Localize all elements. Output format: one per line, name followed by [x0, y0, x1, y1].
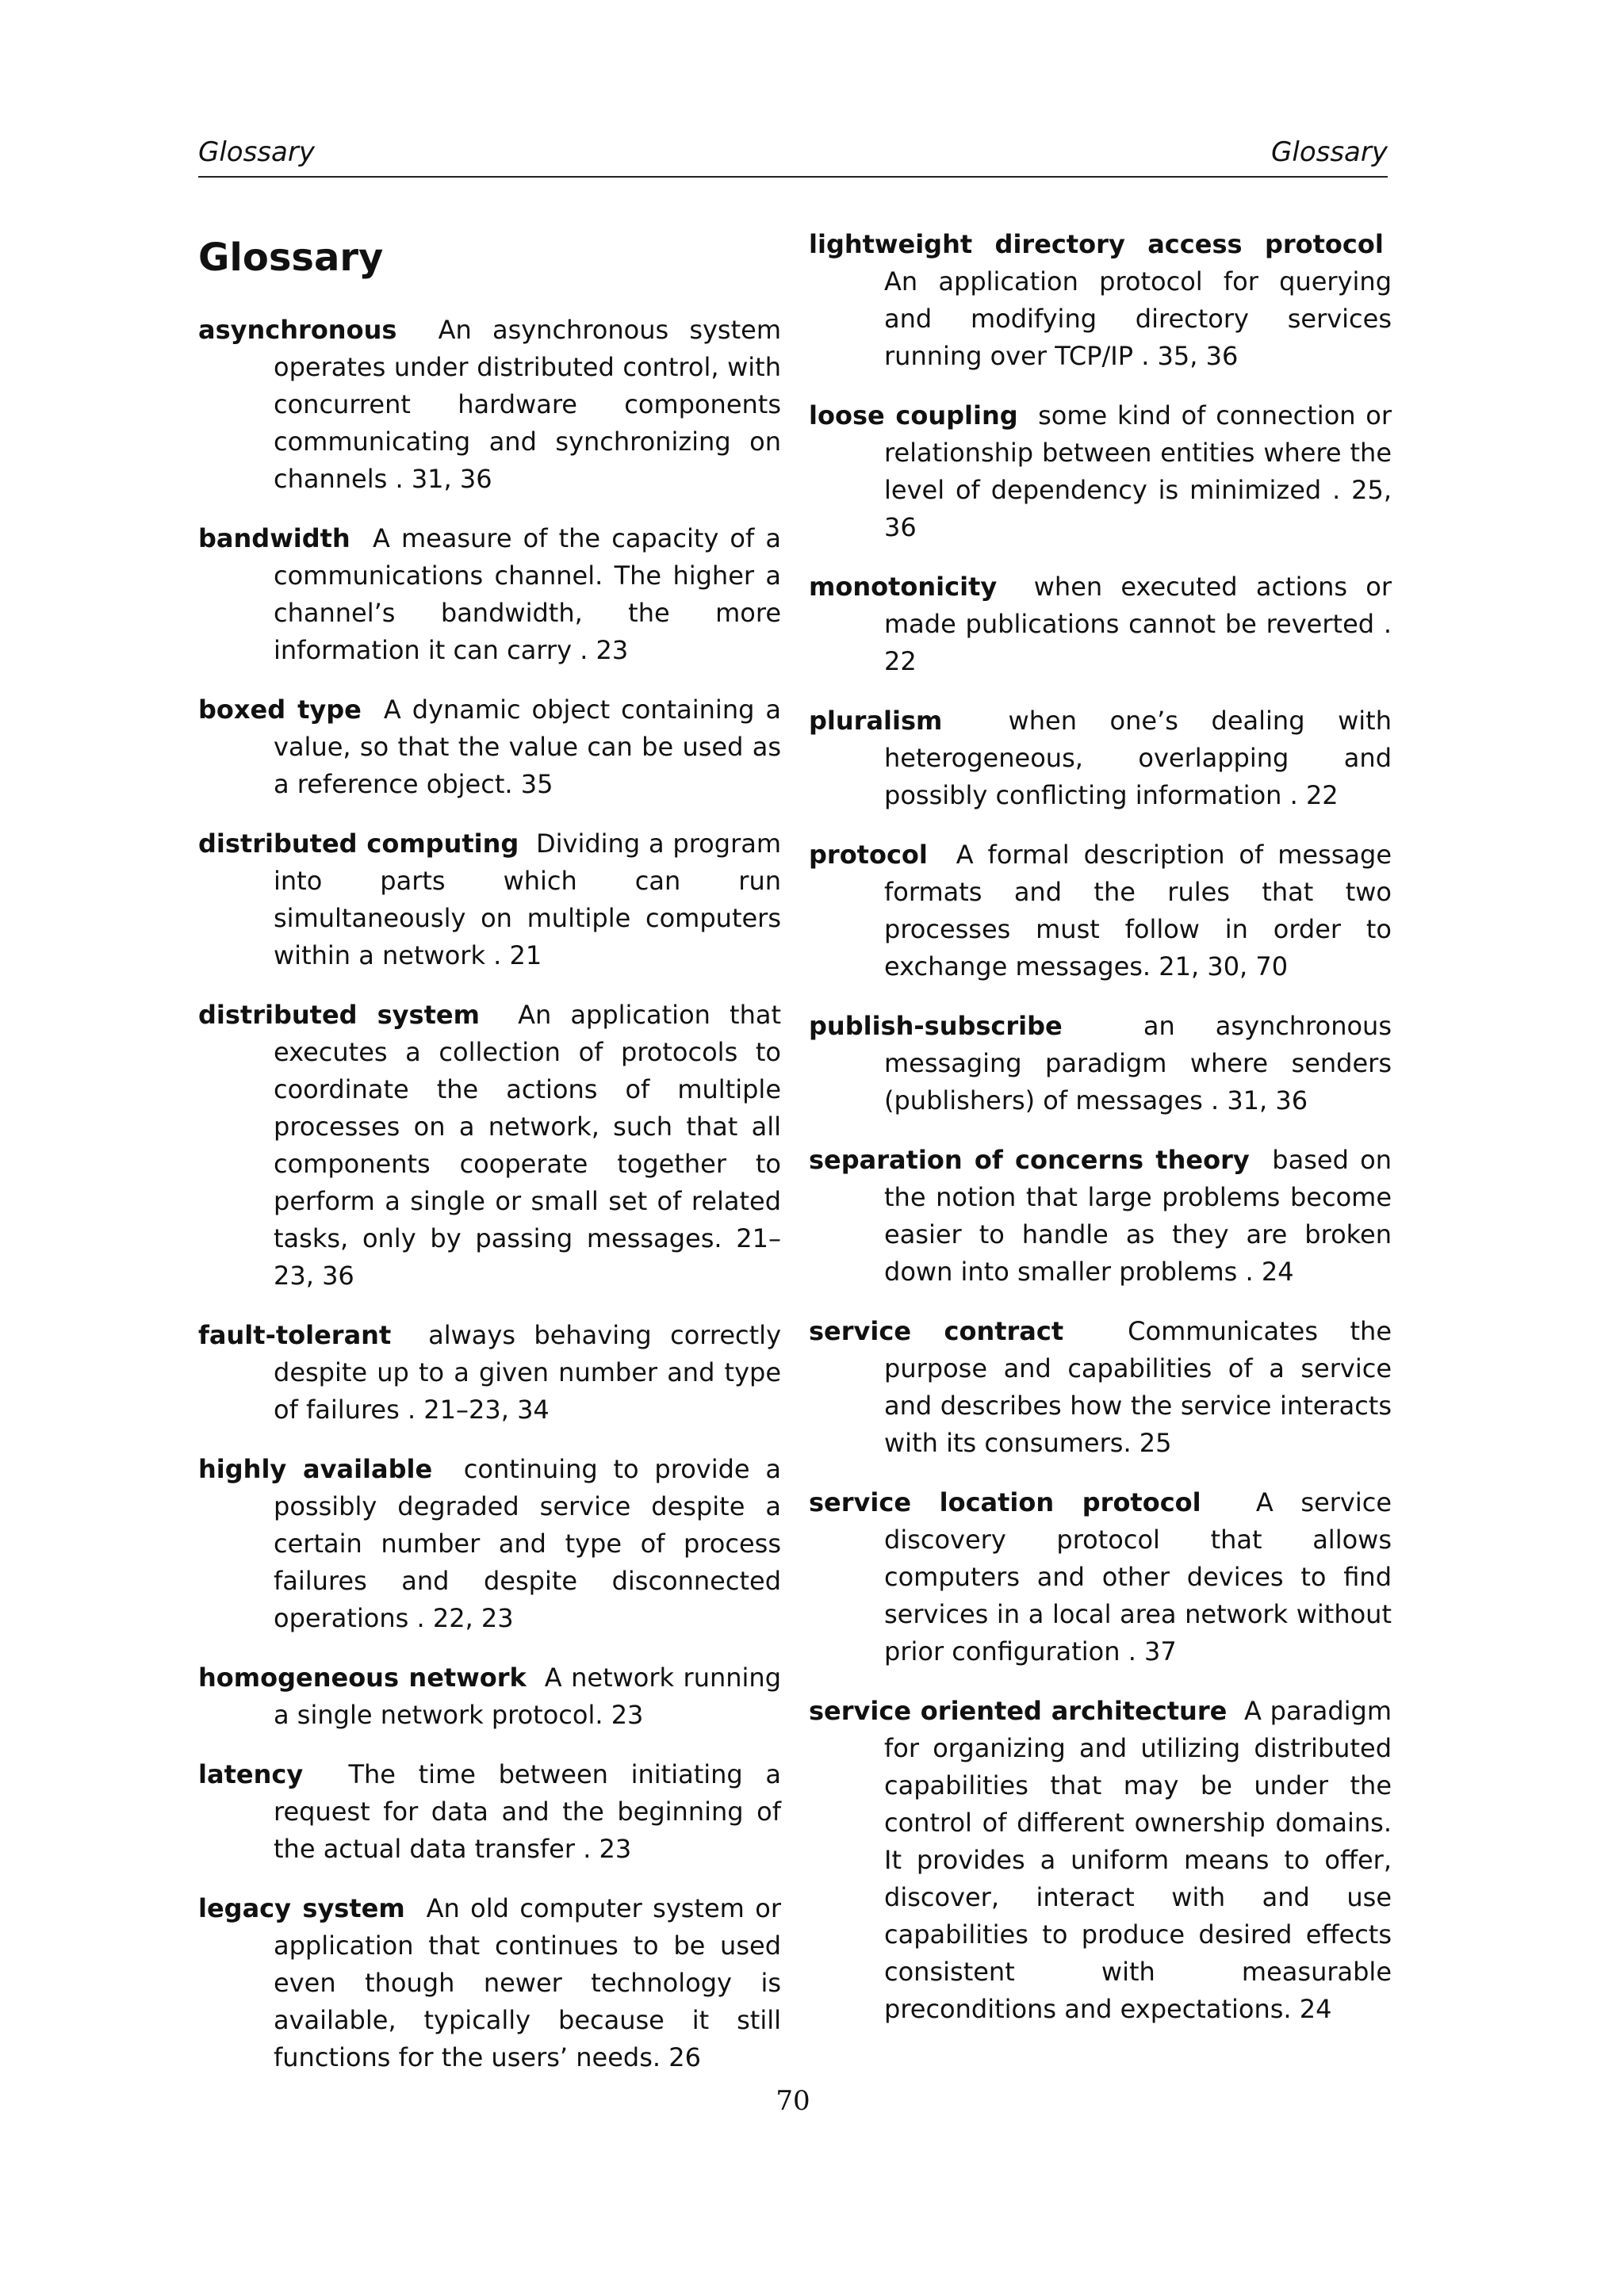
- glossary-entry: [198, 1451, 781, 1637]
- glossary-entry: [809, 1693, 1392, 2028]
- glossary-definition: An application that executes a collection of protocols to coordinate the actions of multiple processes on a network, such that all components cooperate together to perform a single or small set of related tasks, only by passing messages. 21–23, 36: [274, 1000, 782, 1291]
- glossary-definition: an asynchronous messaging paradigm where senders (publishers) of messages . 31, 36: [884, 1011, 1392, 1115]
- running-header-left: Glossary: [198, 136, 315, 168]
- glossary-term: homogeneous network: [198, 1663, 527, 1693]
- running-header: [198, 136, 1388, 178]
- glossary-definition: A paradigm for organizing and utilizing distributed capabilities that may be under the control of different ownership domains. It provides a uniform means to offer, discover, interact with and use capabilities to produce desired effects consistent with measurable preconditions and expectations. 24: [884, 1696, 1392, 2024]
- glossary-term: loose coupling: [809, 400, 1018, 430]
- glossary-term: highly available: [198, 1454, 433, 1484]
- document-page: [198, 0, 1404, 2296]
- glossary-definition: A network running a single network protocol. 23: [274, 1663, 782, 1730]
- glossary-term: fault-tolerant: [198, 1320, 392, 1350]
- glossary-definition: Communicates the purpose and capabilities of a service and describes how the service interacts with its consumers. 25: [884, 1316, 1392, 1458]
- glossary-term: pluralism: [809, 706, 943, 736]
- glossary-definition: some kind of connection or relationship between entities where the level of dependency is minimized . 25, 36: [884, 400, 1392, 542]
- glossary-definition: An old computer system or application that continues to be used even though newer technology is available, typically because it still functions for the users’ needs. 26: [274, 1893, 782, 2072]
- glossary-term: service oriented architecture: [809, 1696, 1228, 1726]
- running-header-right: Glossary: [1271, 136, 1388, 168]
- glossary-entry: [198, 312, 781, 498]
- glossary-definition: A dynamic object containing a value, so that the value can be used as a reference object. 35: [274, 695, 782, 799]
- glossary-definition: A formal description of message formats and the rules that two processes must follow in order to exchange messages. 21, 30, 70: [884, 840, 1392, 982]
- glossary-definition: A service discovery protocol that allows computers and other devices to find services in a local area network without prior configuration . 37: [884, 1487, 1392, 1667]
- glossary-definition: when one’s dealing with heterogeneous, overlapping and possibly conflicting information . 22: [884, 706, 1392, 810]
- glossary-entry: [809, 1484, 1392, 1670]
- glossary-definition: when executed actions or made publications cannot be reverted . 22: [884, 572, 1392, 676]
- glossary-term: monotonicity: [809, 572, 998, 602]
- glossary-column-right: [809, 226, 1392, 2050]
- glossary-entry: [809, 1313, 1392, 1462]
- glossary-definition: always behaving correctly despite up to a given number and type of failures . 21–23, 34: [274, 1320, 782, 1425]
- glossary-entry: [198, 1756, 781, 1868]
- glossary-entry: [198, 520, 781, 669]
- glossary-definition: The time between initiating a request for data and the beginning of the actual data transfer . 23: [274, 1759, 781, 1864]
- glossary-entry: [198, 997, 781, 1295]
- glossary-entry: [809, 397, 1392, 546]
- glossary-term: distributed computing: [198, 828, 519, 859]
- glossary-term: protocol: [809, 840, 928, 870]
- glossary-term: lightweight directory access protocol: [809, 229, 1384, 259]
- glossary-term: bandwidth: [198, 523, 350, 553]
- glossary-entry: [198, 1659, 781, 1734]
- glossary-term: legacy system: [198, 1893, 405, 1923]
- glossary-definition: An asynchronous system operates under distributed control, with concurrent hardware components communicating and synchronizing on channels . 31, 36: [274, 315, 781, 494]
- glossary-term: boxed type: [198, 695, 362, 725]
- glossary-term: latency: [198, 1759, 304, 1789]
- glossary-entry: [198, 1890, 781, 2076]
- glossary-entry: [809, 226, 1392, 375]
- glossary-entry: [809, 568, 1392, 680]
- glossary-definition: Dividing a program into parts which can run simultaneously on multiple computers within a network . 21: [274, 828, 782, 970]
- glossary-term: service contract: [809, 1316, 1064, 1346]
- glossary-definition: A measure of the capacity of a communications channel. The higher a channel’s bandwidth, the more information it can carry . 23: [274, 523, 781, 665]
- glossary-definition: based on the notion that large problems become easier to handle as they are broken down into smaller problems . 24: [884, 1145, 1392, 1287]
- glossary-entry: [198, 691, 781, 803]
- glossary-term: asynchronous: [198, 315, 397, 345]
- glossary-term: service location protocol: [809, 1487, 1201, 1517]
- page-number: 70: [776, 2085, 810, 2117]
- glossary-definition: continuing to provide a possibly degraded service despite a certain number and type of process failures and despite disconnected operations . 22, 23: [274, 1454, 782, 1633]
- glossary-entry: [809, 1008, 1392, 1119]
- glossary-entry: [809, 702, 1392, 814]
- glossary-entry: [198, 825, 781, 974]
- glossary-entry: [809, 1142, 1392, 1291]
- glossary-term: publish-subscribe: [809, 1011, 1063, 1041]
- glossary-definition: An application protocol for querying and modifying directory services running over TCP/IP . 35, 36: [884, 266, 1392, 371]
- glossary-term: separation of concerns theory: [809, 1145, 1250, 1175]
- glossary-column-left: [198, 226, 781, 2099]
- glossary-entry: [809, 836, 1392, 985]
- glossary-entry: [198, 1317, 781, 1429]
- section-title: Glossary: [198, 235, 384, 280]
- glossary-term: distributed system: [198, 1000, 480, 1030]
